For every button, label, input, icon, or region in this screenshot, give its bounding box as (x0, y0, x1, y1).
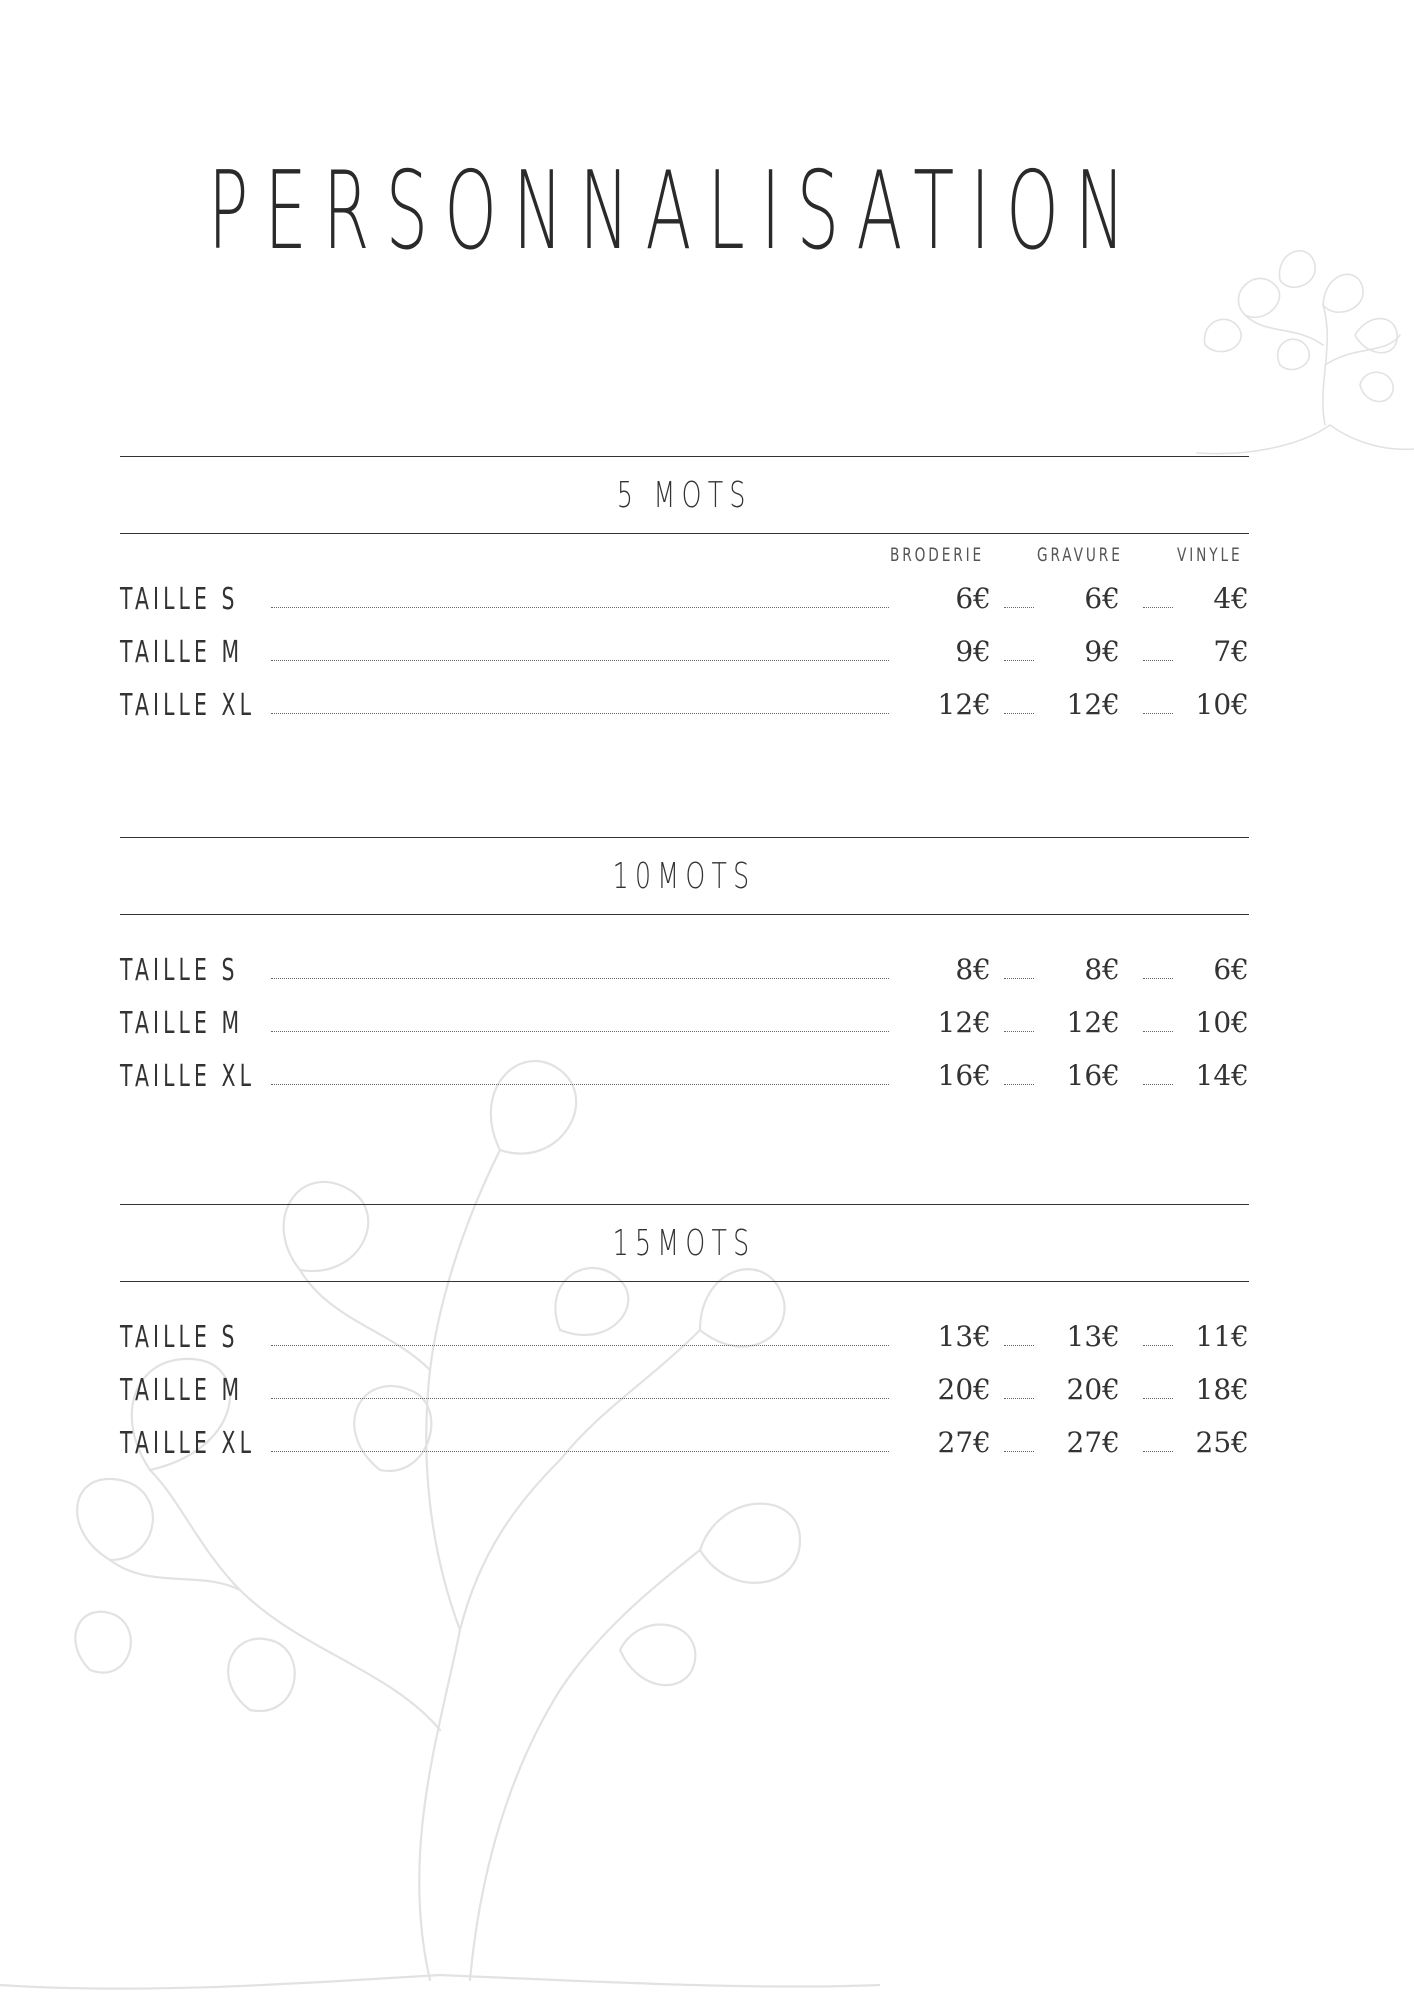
dotted-leader (271, 1398, 889, 1399)
price-vinyle: 14€ (1195, 1059, 1249, 1092)
dotted-leader (271, 1451, 889, 1452)
price-rows (120, 945, 1249, 1104)
size-label: TAILLE XL (120, 688, 256, 723)
price-row (120, 1418, 1249, 1471)
size-label: TAILLE M (120, 1006, 244, 1041)
price-broderie: 12€ (937, 688, 991, 721)
price-gravure: 9€ (1084, 635, 1120, 668)
price-vinyle: 18€ (1195, 1373, 1249, 1406)
price-row (120, 627, 1249, 680)
dotted-leader (271, 660, 889, 661)
size-label: TAILLE M (120, 1373, 244, 1408)
section-heading (120, 1204, 1249, 1282)
dotted-leader (271, 1031, 889, 1032)
column-header-gravure: GRAVURE (1037, 544, 1123, 566)
price-vinyle: 6€ (1213, 953, 1249, 986)
dotted-leader (271, 1084, 889, 1085)
dotted-leader (271, 607, 889, 608)
dotted-leader (1004, 1398, 1034, 1399)
price-gravure: 8€ (1084, 953, 1120, 986)
price-row (120, 574, 1249, 627)
price-broderie: 20€ (937, 1373, 991, 1406)
dotted-leader (1004, 978, 1034, 979)
small-tree-icon (1185, 225, 1414, 460)
dotted-leader (271, 713, 889, 714)
price-row (120, 1312, 1249, 1365)
price-section-10-mots (120, 837, 1249, 1104)
price-vinyle: 4€ (1213, 582, 1249, 615)
size-label: TAILLE XL (120, 1426, 256, 1461)
price-row (120, 680, 1249, 733)
price-rows (120, 1312, 1249, 1471)
price-broderie: 27€ (937, 1426, 991, 1459)
price-row (120, 1365, 1249, 1418)
price-rows (120, 574, 1249, 733)
price-row (120, 1051, 1249, 1104)
page-title: PERSONNALISATION (208, 149, 1142, 274)
dotted-leader (271, 1345, 889, 1346)
dotted-leader (1004, 660, 1034, 661)
price-section-15-mots (120, 1204, 1249, 1471)
price-broderie: 16€ (937, 1059, 991, 1092)
size-label: TAILLE XL (120, 1059, 256, 1094)
section-heading-text: 5 MOTS (617, 474, 752, 516)
section-heading (120, 456, 1249, 534)
price-gravure: 16€ (1066, 1059, 1120, 1092)
price-vinyle: 25€ (1195, 1426, 1249, 1459)
price-gravure: 12€ (1066, 1006, 1120, 1039)
price-gravure: 6€ (1084, 582, 1120, 615)
price-broderie: 13€ (937, 1320, 991, 1353)
dotted-leader (1004, 607, 1034, 608)
price-row (120, 945, 1249, 998)
dotted-leader (1004, 1031, 1034, 1032)
section-heading-text: 10MOTS (613, 855, 756, 897)
price-row (120, 998, 1249, 1051)
price-gravure: 13€ (1066, 1320, 1120, 1353)
dotted-leader (1004, 1451, 1034, 1452)
section-heading (120, 837, 1249, 915)
dotted-leader (1004, 1084, 1034, 1085)
dotted-leader (271, 978, 889, 979)
price-broderie: 12€ (937, 1006, 991, 1039)
dotted-leader (1004, 1345, 1034, 1346)
column-header-vinyle: VINYLE (1177, 544, 1243, 566)
size-label: TAILLE S (120, 582, 239, 617)
price-broderie: 8€ (955, 953, 991, 986)
column-header-broderie: BRODERIE (890, 544, 985, 566)
dotted-leader (1004, 713, 1034, 714)
price-broderie: 9€ (955, 635, 991, 668)
price-broderie: 6€ (955, 582, 991, 615)
price-vinyle: 7€ (1213, 635, 1249, 668)
price-vinyle: 10€ (1195, 1006, 1249, 1039)
price-vinyle: 10€ (1195, 688, 1249, 721)
price-gravure: 20€ (1066, 1373, 1120, 1406)
large-tree-icon (0, 1030, 880, 2000)
price-vinyle: 11€ (1195, 1320, 1249, 1353)
size-label: TAILLE S (120, 953, 239, 988)
price-gravure: 27€ (1066, 1426, 1120, 1459)
price-section-5-mots (120, 456, 1249, 733)
size-label: TAILLE S (120, 1320, 239, 1355)
price-gravure: 12€ (1066, 688, 1120, 721)
section-heading-text: 15MOTS (613, 1222, 756, 1264)
size-label: TAILLE M (120, 635, 244, 670)
